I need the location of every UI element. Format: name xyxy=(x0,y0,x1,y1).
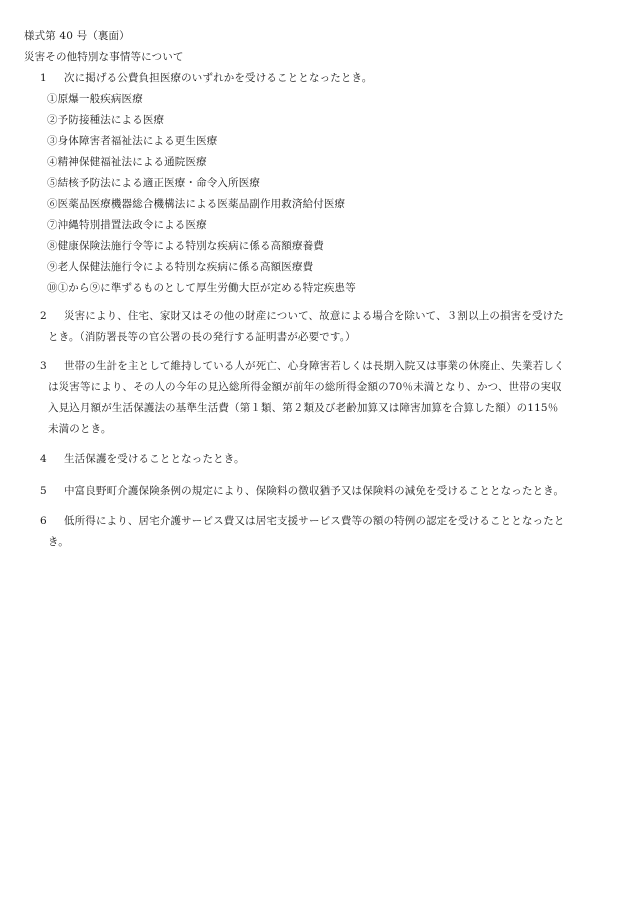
item-5-line-1: 中富良野町介護保険条例の規定により、保険料の徴収猶予又は保険料の減免を受けることとなったとき。 xyxy=(64,485,565,497)
subitem-2: ②予防接種法による医療 xyxy=(47,114,165,126)
subitem-3: ③身体障害者福祉法による更生医療 xyxy=(47,135,218,147)
subitem-4: ④精神保健福祉法による通院医療 xyxy=(47,156,207,168)
item-1-number: 1 xyxy=(40,72,47,84)
item-6 xyxy=(40,511,612,553)
subitem-10: ⑩①から⑨に準ずるものとして厚生労働大臣が定める特定疾患等 xyxy=(47,282,356,294)
item-2-line-1: 災害により、住宅、家財又はその他の財産について、故意による場合を除いて、３割以上の損害を受けた xyxy=(64,310,564,322)
item-3 xyxy=(40,356,612,440)
item-2 xyxy=(40,306,612,348)
item-6-number: 6 xyxy=(40,515,47,527)
item-5 xyxy=(40,481,612,502)
subitem-5: ⑤結核予防法による適正医療・命令入所医療 xyxy=(47,177,260,189)
item-4-number: 4 xyxy=(40,453,47,465)
item-6-line-1: 低所得により、居宅介護サービス費又は居宅支援サービス費等の額の特例の認定を受けることとなったと xyxy=(64,515,565,527)
item-5-number: 5 xyxy=(40,485,47,497)
subitem-8: ⑧健康保険法施行令等による特別な疾病に係る高額療養費 xyxy=(47,240,324,252)
subitem-6: ⑥医薬品医療機器総合機構法による医薬品副作用救済給付医療 xyxy=(47,198,346,210)
subitem-9: ⑨老人保健法施行令による特別な疾病に係る高額医療費 xyxy=(47,261,314,273)
item-6-line-2: き。 xyxy=(48,536,69,548)
item-2-number: 2 xyxy=(40,310,47,322)
item-3-line-3: 入見込月額が生活保護法の基準生活費（第１類、第２類及び老齢加算又は障害加算を合算した額）の115％ xyxy=(48,402,559,414)
section-heading: 災害その他特別な事情等について xyxy=(24,51,184,63)
subitem-1: ①原爆一般疾病医療 xyxy=(47,93,143,105)
form-label: 様式第 40 号（裏面） xyxy=(24,30,130,42)
subitem-7: ⑦沖縄特別措置法政令による医療 xyxy=(47,219,207,231)
item-1 xyxy=(40,68,372,89)
item-3-number: 3 xyxy=(40,360,47,372)
item-3-line-1: 世帯の生計を主として維持している人が死亡、心身障害若しくは長期入院又は事業の休廃止、失業若しく xyxy=(64,360,565,372)
item-4-line-1: 生活保護を受けることとなったとき。 xyxy=(64,453,245,465)
item-2-line-2: とき。（消防署長等の官公署の長の発行する証明書が必要です。） xyxy=(48,331,356,343)
item-4 xyxy=(40,449,612,470)
item-1-text: 次に掲げる公費負担医療のいずれかを受けることとなったとき。 xyxy=(64,72,373,84)
item-3-line-2: は災害等により、その人の今年の見込総所得金額が前年の総所得金額の70％未満となり、かつ、世帯の実収 xyxy=(48,381,562,393)
item-3-line-4: 未満のとき。 xyxy=(48,423,112,435)
